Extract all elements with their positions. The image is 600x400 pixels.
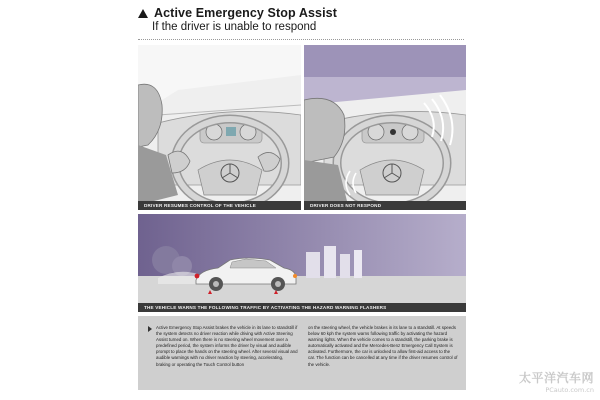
watermark-sub: PCauto.com.cn (545, 386, 594, 394)
panel-hazard-warning (138, 214, 466, 312)
caption-driver-not-respond: DRIVER DOES NOT RESPOND (304, 201, 466, 210)
description-column-1 (148, 325, 298, 386)
caption-driver-resumes: DRIVER RESUMES CONTROL OF THE VEHICLE (138, 201, 301, 210)
driver-hands-on-wheel-illustration (138, 45, 301, 210)
road-hazard-illustration (138, 214, 466, 312)
header (138, 6, 468, 33)
panel-driver-resumes-control (138, 45, 301, 210)
watermark-main: 太平洋汽车网 (518, 371, 594, 385)
triangle-bullet-icon (148, 326, 152, 332)
watermark (519, 369, 594, 394)
page-title: Active Emergency Stop Assist (154, 6, 337, 20)
caption-hazard-warning: THE VEHICLE WARNS THE FOLLOWING TRAFFIC BY ACTIVATING THE HAZARD WARNING FLASHERS (138, 303, 466, 312)
page-subtitle: If the driver is unable to respond (152, 21, 317, 33)
header-divider (138, 39, 464, 40)
description-box (138, 316, 466, 390)
description-column-2: on the steering wheel, the vehicle brakes in its lane to a standstill. At speeds below 60 kph the system warns following traffic by activating the hazard warning lights. When the vehicle comes to a standstill, the parking brake is automatically activated and the Mercedes-Benz Emergency Call System is activated. Furthermore, the car is unlocked to allow first-aid access to the car. The function can be cancelled at any time if the driver resumes control of the vehicle. (308, 325, 458, 367)
driver-unresponsive-illustration (304, 45, 466, 210)
description-text-1: Active Emergency Stop Assist brakes the vehicle in its lane to standstill if the system detects no driver reaction while driving with Active Steering Assist turned on. When there is no steering wheel movement over a predefined period, the system informs the driver by visual and audible prompt to place the hands on the steering wheel. After several visual and audible warnings with no driver reaction by steering, accelerating, braking or operating the Touch Control button (156, 325, 298, 367)
title-row (138, 6, 468, 20)
triangle-bullet-icon (138, 9, 148, 18)
panel-driver-not-respond (304, 45, 466, 210)
